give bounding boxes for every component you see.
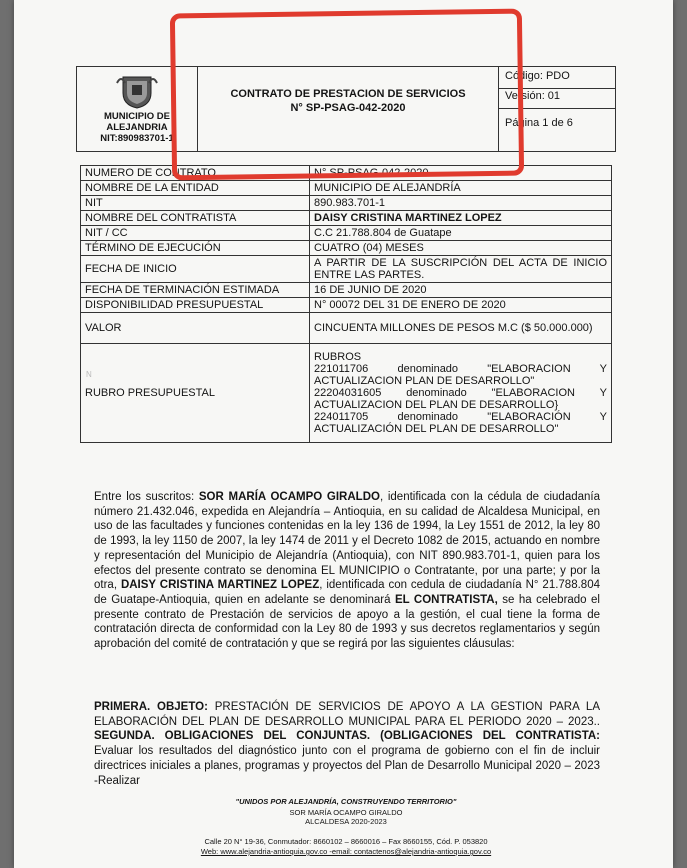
footer-mayor-name: SOR MARÍA OCAMPO GIRALDO <box>289 808 403 817</box>
row-value: CUATRO (04) MESES <box>310 241 612 256</box>
row-label: VALOR <box>81 313 310 344</box>
clause-segunda-text: Evaluar los resultados del diagnóstico junto con el programa de gobierno con el fin de incluir directrices iniciales a planes, programas y proyectos del Plan de Desarrollo Municipal 2020 – 2023 -Realizar <box>94 745 600 787</box>
mayor-name: SOR MARÍA OCAMPO GIRALDO <box>198 491 380 503</box>
contract-number-title: N° SP-PSAG-042-2020 <box>290 102 406 114</box>
row-value: DAISY CRISTINA MARTINEZ LOPEZ <box>310 211 612 226</box>
table-row <box>81 298 612 313</box>
contractor-designation: EL CONTRATISTA, <box>394 593 498 606</box>
row-value: A PARTIR DE LA SUSCRIPCIÓN DEL ACTA DE INICIO ENTRE LAS PARTES. <box>310 256 612 283</box>
row-value: C.C 21.788.804 de Guatape <box>310 226 612 241</box>
row-value: MUNICIPIO DE ALEJANDRÍA <box>310 181 612 196</box>
row-label: NIT <box>81 196 310 211</box>
footer-web-email: Web: www.alejandria-antioquia.gov.co -email: contactenos@alejandria-antioquia.gov.co <box>200 847 492 856</box>
contract-preamble <box>94 490 600 652</box>
row-label: DISPONIBILIDAD PRESUPUESTAL <box>81 298 310 313</box>
row-label: NOMBRE DEL CONTRATISTA <box>81 211 310 226</box>
footer-address: Calle 20 N° 19-36, Conmutador: 8660102 – 8660016 – Fax 8660155, Cód. P. 053820 <box>204 837 488 846</box>
table-row <box>81 313 612 344</box>
table-row <box>81 181 612 196</box>
table-row <box>81 226 612 241</box>
row-value: CINCUENTA MILLONES DE PESOS M.C ($ 50.000.000) <box>310 313 612 344</box>
clause-primera-heading: PRIMERA. OBJETO: <box>94 701 208 713</box>
municipality-nit: NIT:890983701-1 <box>100 133 174 144</box>
red-annotation-box <box>170 9 524 181</box>
row-label: FECHA DE TERMINACIÓN ESTIMADA <box>81 283 310 298</box>
contractor-name: DAISY CRISTINA MARTINEZ LOPEZ <box>120 579 320 592</box>
row-label: NUMERO DE CONTRATO <box>81 166 310 181</box>
preamble-text: Entre los suscritos: <box>94 491 199 503</box>
table-row <box>81 344 612 443</box>
preamble-text: , identificada con la cédula de ciudadanía número 21.432.046, expedida en Alejandría – Antioquia, en su calidad de Alcaldesa Municipal, en uso de las facultades y funciones contenidas en la ley 136 de 1994, la Ley 1551 de 2012, la ley 80 de 1993, la ley 1150 de 2007, la ley 1474 de 2011 y el Decreto 1082 de 2015, actuando en nombre y representación del Municipio de Alejandría (Antioquia), con NIT 890.983.701-1, quien para los efectos del presente contrato se denomina EL MUNICIPIO o Contratante, por una parte; y por la otra, <box>94 491 600 592</box>
contract-info-table <box>80 165 612 443</box>
row-label: TÉRMINO DE EJECUCIÓN <box>81 241 310 256</box>
document-title: CONTRATO DE PRESTACION DE SERVICIOS <box>230 88 466 100</box>
contract-clauses <box>94 700 600 788</box>
preamble-text: se ha celebrado el presente contrato de Prestación de servicios de apoyo a la gestión, el cual tiene la forma de contratación directa de conformidad con la Ley 80 de 1993 y sus decretos reglamentarios y según aprobación del comité de contratación y que se regirá por las siguientes cláusulas: <box>94 593 600 651</box>
row-label: NIT / CC <box>81 226 310 241</box>
table-row <box>81 211 612 226</box>
row-label: NOMBRE DE LA ENTIDAD <box>81 181 310 196</box>
row-value: N° SP-PSAG-042-2020 <box>310 166 612 181</box>
row-value: 16 DE JUNIO DE 2020 <box>310 283 612 298</box>
municipality-line: ALEJANDRIA <box>106 122 168 133</box>
footer-slogan: "UNIDOS POR ALEJANDRÍA, CONSTRUYENDO TERRITORIO" <box>235 797 457 806</box>
coat-of-arms-icon <box>115 73 159 109</box>
code-label: Código: PDO <box>499 70 615 89</box>
table-row <box>81 241 612 256</box>
version-label: Versión: 01 <box>499 90 615 109</box>
table-row <box>81 283 612 298</box>
row-label: RUBRO PRESUPUESTAL <box>81 344 310 443</box>
row-label: FECHA DE INICIO <box>81 256 310 283</box>
page-label: Página 1 de 6 <box>505 117 573 129</box>
clause-segunda-heading: SEGUNDA. OBLIGACIONES DEL CONJUNTAS. (OBLIGACIONES DEL CONTRATISTA: <box>94 730 600 743</box>
preamble-text: , identificada con cedula de ciudadanía N° 21.788.804 de Guatape-Antioquia, quien en adelante se denominará <box>94 579 600 606</box>
table-row <box>81 196 612 211</box>
row-value: RUBROS 221011706 denominado "ELABORACION Y ACTUALIZACION PLAN DE DESARROLLO" 22204031605 denominado "ELABORACION Y ACTUALIZACION DEL PLAN DE DESARROLLO} 224011705 denominado "ELABORACIÓN Y ACTUALIZACIÓN DEL PLAN DE DESARROLLO" <box>310 344 612 443</box>
municipality-line: MUNICIPIO DE <box>104 111 170 122</box>
row-value: N° 00072 DEL 31 DE ENERO DE 2020 <box>310 298 612 313</box>
clause-objeto-text: PRESTACIÓN DE SERVICIOS DE APOYO A LA GESTION PARA LA ELABORACIÓN DEL PLAN DE DESARROLLO MUNICIPAL PARA EL PERIODO 2020 – 2023.. <box>94 701 600 728</box>
row-value: 890.983.701-1 <box>310 196 612 211</box>
footer-mayor-role: ALCALDESA 2020-2023 <box>305 817 387 826</box>
bleed-through-mark: N <box>86 370 92 379</box>
table-row <box>81 256 612 283</box>
